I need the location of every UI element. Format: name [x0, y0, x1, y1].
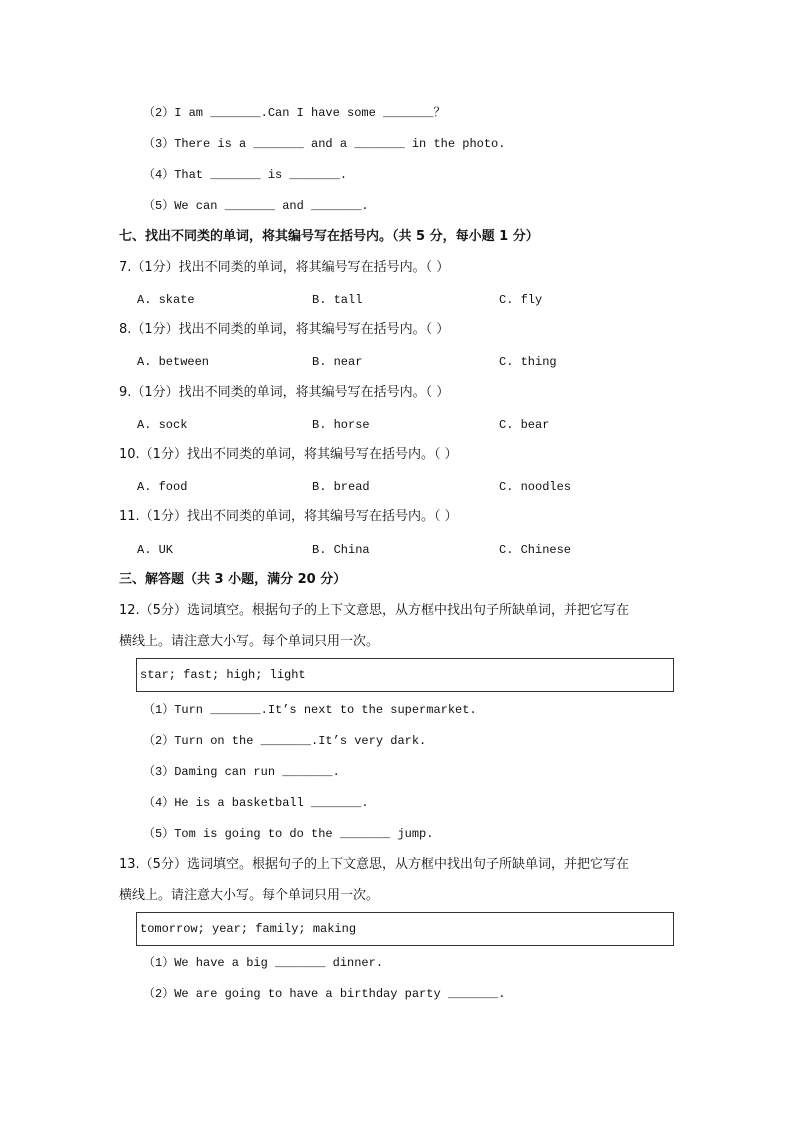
q11-stem: 11.（1分）找出不同类的单词，将其编号写在括号内。（ ） — [119, 509, 458, 524]
q8-option-c: C. thing — [499, 355, 557, 369]
part6-item-3: （3）There is a _______ and a _______ in the photo. — [143, 137, 506, 151]
q11-option-c: C. Chinese — [499, 543, 572, 557]
q8-stem: 8.（1分）找出不同类的单词，将其编号写在括号内。（ ） — [119, 322, 450, 337]
q12-word-bank: star; fast; high; light — [140, 668, 306, 682]
q12-item-3: （3）Daming can run _______. — [143, 765, 340, 779]
section7-heading: 七、找出不同类的单词，将其编号写在括号内。（共 5 分，每小题 1 分） — [119, 229, 539, 244]
q7-stem: 7.（1分）找出不同类的单词，将其编号写在括号内。（ ） — [119, 260, 450, 275]
q11-option-a: A. UK — [137, 543, 174, 557]
q13-item-2: （2）We are going to have a birthday party _______. — [143, 987, 506, 1001]
q9-stem: 9.（1分）找出不同类的单词，将其编号写在括号内。（ ） — [119, 385, 450, 400]
q8-option-b: B. near — [312, 355, 363, 369]
q12-word-box — [136, 658, 674, 692]
q9-option-c: C. bear — [499, 418, 550, 432]
q12-stem-line2: 横线上。请注意大小写。每个单词只用一次。 — [119, 634, 380, 649]
q12-stem-line1: 12.（5分）选词填空。根据句子的上下文意思，从方框中找出句子所缺单词，并把它写在 — [119, 603, 629, 618]
q13-word-box — [136, 912, 674, 946]
q7-option-c: C. fly — [499, 293, 543, 307]
part6-item-2: （2）I am _______.Can I have some _______？ — [143, 106, 446, 120]
q8-option-a: A. between — [137, 355, 210, 369]
q10-stem: 10.（1分）找出不同类的单词，将其编号写在括号内。（ ） — [119, 447, 458, 462]
q7-option-b: B. tall — [312, 293, 363, 307]
q10-option-b: B. bread — [312, 480, 370, 494]
q12-item-4: （4）He is a basketball _______. — [143, 796, 369, 810]
q13-item-1: （1）We have a big _______ dinner. — [143, 956, 384, 970]
part6-item-5: （5）We can _______ and _______. — [143, 199, 369, 213]
q12-item-5: （5）Tom is going to do the _______ jump. — [143, 827, 434, 841]
q11-option-b: B. China — [312, 543, 370, 557]
q13-stem-line2: 横线上。请注意大小写。每个单词只用一次。 — [119, 888, 380, 903]
q9-option-a: A. sock — [137, 418, 188, 432]
section3-heading: 三、解答题（共 3 小题，满分 20 分） — [119, 572, 347, 587]
q7-option-a: A. skate — [137, 293, 195, 307]
q13-stem-line1: 13.（5分）选词填空。根据句子的上下文意思，从方框中找出句子所缺单词，并把它写在 — [119, 857, 629, 872]
q10-option-a: A. food — [137, 480, 188, 494]
q10-option-c: C. noodles — [499, 480, 572, 494]
part6-item-4: （4）That _______ is _______. — [143, 168, 348, 182]
q13-word-bank: tomorrow; year; family; making — [140, 922, 357, 936]
q12-item-1: （1）Turn _______.It’s next to the supermarket. — [143, 703, 477, 717]
q9-option-b: B. horse — [312, 418, 370, 432]
q12-item-2: （2）Turn on the _______.It’s very dark. — [143, 734, 427, 748]
